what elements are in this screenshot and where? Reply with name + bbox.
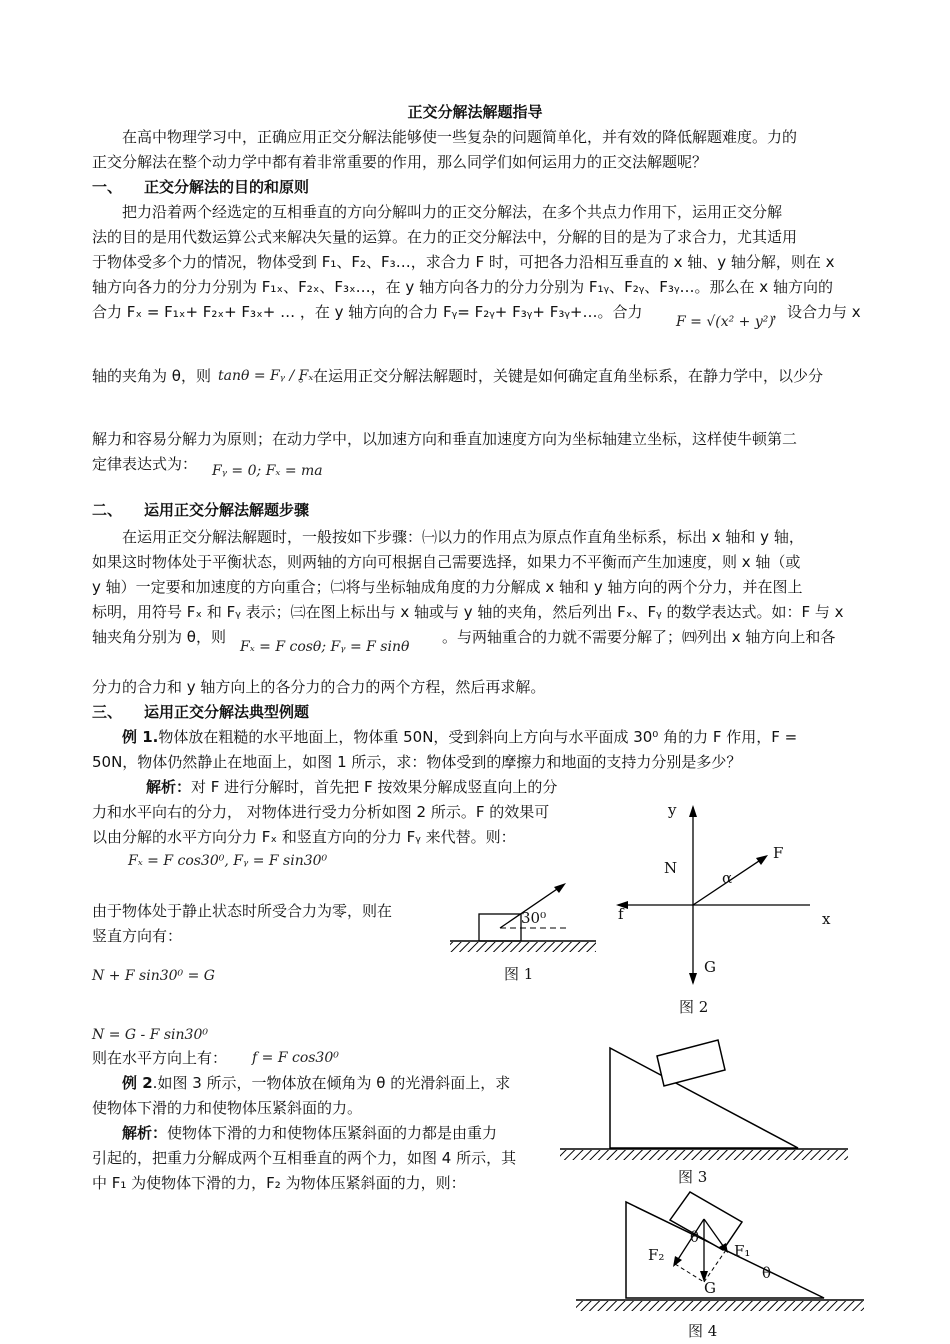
figure-3-caption: 图 3 — [678, 1168, 708, 1186]
analysis-2-line: 引起的，把重力分解成两个互相垂直的两个力，如图 4 所示，其 — [92, 1149, 517, 1167]
f-label: f — [618, 905, 624, 923]
force-arrowhead — [554, 883, 566, 893]
G-label: G — [704, 958, 716, 976]
alpha-label: α — [722, 869, 733, 887]
paragraph-line: 轴的夹角为 θ，则 — [92, 367, 211, 385]
paragraph-line: 定律表达式为： — [92, 455, 198, 473]
analysis-2-line: 解析：使物体下滑的力和使物体压紧斜面的力都是由重力 — [122, 1124, 498, 1142]
formula-ex1-vertical: N + F sin30⁰ = G — [92, 968, 215, 984]
paragraph-line: y 轴）一定要和加速度的方向重合；㈡将与坐标轴成角度的力分解成 x 轴和 y 轴方向的两个分力，并在图上 — [92, 578, 803, 596]
page-title: 正交分解法解题指导 — [407, 103, 543, 121]
ground-hatch — [450, 942, 596, 952]
analysis-2-line: 中 F₁ 为使物体下滑的力，F₂ 为物体压紧斜面的力，则： — [92, 1174, 466, 1192]
figure-4-caption: 图 4 — [688, 1322, 718, 1340]
paragraph-line: 。与两轴重合的力就不需要分解了；㈣列出 x 轴方向上和各 — [442, 628, 836, 646]
paragraph-line: 解力和容易分解力为原则；在动力学中，以加速方向和垂直加速度方向为坐标轴建立坐标，这样使牛顿第二 — [92, 430, 798, 448]
G-label: G — [704, 1279, 716, 1297]
ground-hatch — [576, 1301, 864, 1311]
paragraph-line: ，设合力与 x — [772, 303, 861, 321]
dashed-line — [704, 1250, 726, 1282]
theta-block-label: θ — [690, 1228, 700, 1246]
ground-hatch — [560, 1150, 848, 1160]
analysis-1-line: 以由分解的水平方向分力 Fₓ 和竖直方向的分力 Fᵧ 来代替。则： — [92, 828, 516, 846]
paragraph-line: 在运用正交分解法解题时，一般按如下步骤：㈠以力的作用点为原点作直角坐标系，标出 x 轴和 y 轴， — [122, 528, 804, 546]
figure-2 — [610, 795, 850, 995]
F-arrowhead — [756, 855, 768, 865]
horizontal-line: 则在水平方向上有： — [92, 1049, 228, 1067]
formula-decomp: Fₓ = F cosθ; Fᵧ = F sinθ — [240, 639, 410, 655]
dashed-line — [675, 1264, 704, 1282]
paragraph-line: 轴方向各力的分力分别为 F₁ₓ、F₂ₓ、F₃ₓ…，在 y 轴方向各力的分力分别为 F₁ᵧ、F₂ᵧ、F₃ᵧ…。那么在 x 轴方向的 — [92, 278, 833, 296]
formula-ex1-components: Fₓ = F cos30⁰, Fᵧ = F sin30⁰ — [128, 853, 328, 869]
formula-newton: Fᵧ = 0; Fₓ = ma — [212, 463, 323, 479]
paragraph-line: 合力 Fₓ = F₁ₓ+ F₂ₓ+ F₃ₓ+ … ，在 y 轴方向的合力 Fᵧ= F₂ᵧ+ F₃ᵧ+ F₃ᵧ+…。合力 — [92, 303, 643, 321]
analysis-1-line: 力和水平向右的分力， 对物体进行受力分析如图 2 所示。F 的效果可 — [92, 803, 550, 821]
block — [657, 1040, 725, 1086]
analysis-1-line: 解析：对 F 进行分解时，首先把 F 按效果分解成竖直向上的分 — [146, 778, 558, 796]
y-axis-arrowhead — [689, 805, 697, 817]
F1-label: F₁ — [734, 1242, 751, 1260]
example-1-line: 50N，物体仍然静止在地面上，如图 1 所示，求：物体受到的摩擦力和地面的支持力分别是多少？ — [92, 753, 742, 771]
x-label: x — [822, 910, 831, 928]
intro-line: 在高中物理学习中，正确应用正交分解法能够使一些复杂的问题简单化，并有效的降低解题难度。力的 — [122, 128, 798, 146]
paragraph-line: 法的目的是用代数运算公式来解决矢量的运算。在力的正交分解法中，分解的目的是为了求合力，尤其适用 — [92, 228, 798, 246]
paragraph-line: 。在运用正交分解法解题时，关键是如何确定直角坐标系，在静力学中，以少分 — [298, 367, 824, 385]
G-arrowhead — [689, 973, 697, 985]
paragraph-line: 标明，用符号 Fₓ 和 Fᵧ 表示；㈢在图上标出与 x 轴或与 y 轴的夹角，然后列出 Fₓ、Fᵧ 的数学表达式。如：F 与 x — [92, 603, 844, 621]
F-label: F — [773, 844, 784, 862]
paragraph-line: 把力沿着两个经选定的互相垂直的方向分解叫力的正交分解法，在多个共点力作用下，运用正交分解 — [122, 203, 783, 221]
paragraph-line: 如果这时物体处于平衡状态，则两轴的方向可根据自己需要选择，如果力不平衡而产生加速度，则 x 轴（或 — [92, 553, 801, 571]
paragraph-line: 分力的合力和 y 轴方向上的各分力的合力的两个方程，然后再求解。 — [92, 678, 546, 696]
paragraph-line: 于物体受多个力的情况，物体受到 F₁、F₂、F₃…，求合力 F 时，可把各力沿相互垂直的 x 轴、y 轴分解，则在 x — [92, 253, 835, 271]
static-line: 由于物体处于静止状态时所受合力为零，则在 — [92, 902, 393, 920]
figure-4 — [574, 1190, 866, 1320]
intro-line: 正交分解法在整个动力学中都有着非常重要的作用，那么同学们如何运用力的正交法解题呢？ — [92, 153, 708, 171]
N-label: N — [664, 859, 678, 877]
example-1-line: 例 1.物体放在粗糙的水平地面上，物体重 50N，受到斜向上方向与水平面成 30⁰ 角的力 F 作用，F = — [122, 728, 798, 746]
formula-resultant: F = √(x² + y²) — [676, 314, 774, 330]
formula-tan: tanθ = Fᵧ / Fₓ — [218, 368, 314, 384]
figure-3 — [558, 1030, 850, 1165]
figure-2-caption: 图 2 — [679, 998, 709, 1016]
theta-incline-label: θ — [762, 1264, 772, 1282]
F2-label: F₂ — [648, 1246, 665, 1264]
example-2-line: 使物体下滑的力和使物体压紧斜面的力。 — [92, 1099, 363, 1117]
static-line: 竖直方向有： — [92, 927, 183, 945]
section-heading-3: 三、 运用正交分解法典型例题 — [92, 703, 310, 721]
y-label: y — [668, 801, 677, 819]
example-2-line: 例 2.如图 3 所示，一物体放在倾角为 θ 的光滑斜面上，求 — [122, 1074, 511, 1092]
figure-1-caption: 图 1 — [504, 965, 534, 983]
section-heading-1: 一、 正交分解法的目的和原则 — [92, 178, 310, 196]
paragraph-line: 轴夹角分别为 θ，则 — [92, 628, 226, 646]
angle-label: 30⁰ — [521, 909, 547, 927]
formula-ex1-friction: f = F cos30⁰ — [252, 1050, 339, 1066]
formula-ex1-normal: N = G - F sin30⁰ — [92, 1027, 208, 1043]
section-heading-2: 二、 运用正交分解法解题步骤 — [92, 501, 310, 519]
